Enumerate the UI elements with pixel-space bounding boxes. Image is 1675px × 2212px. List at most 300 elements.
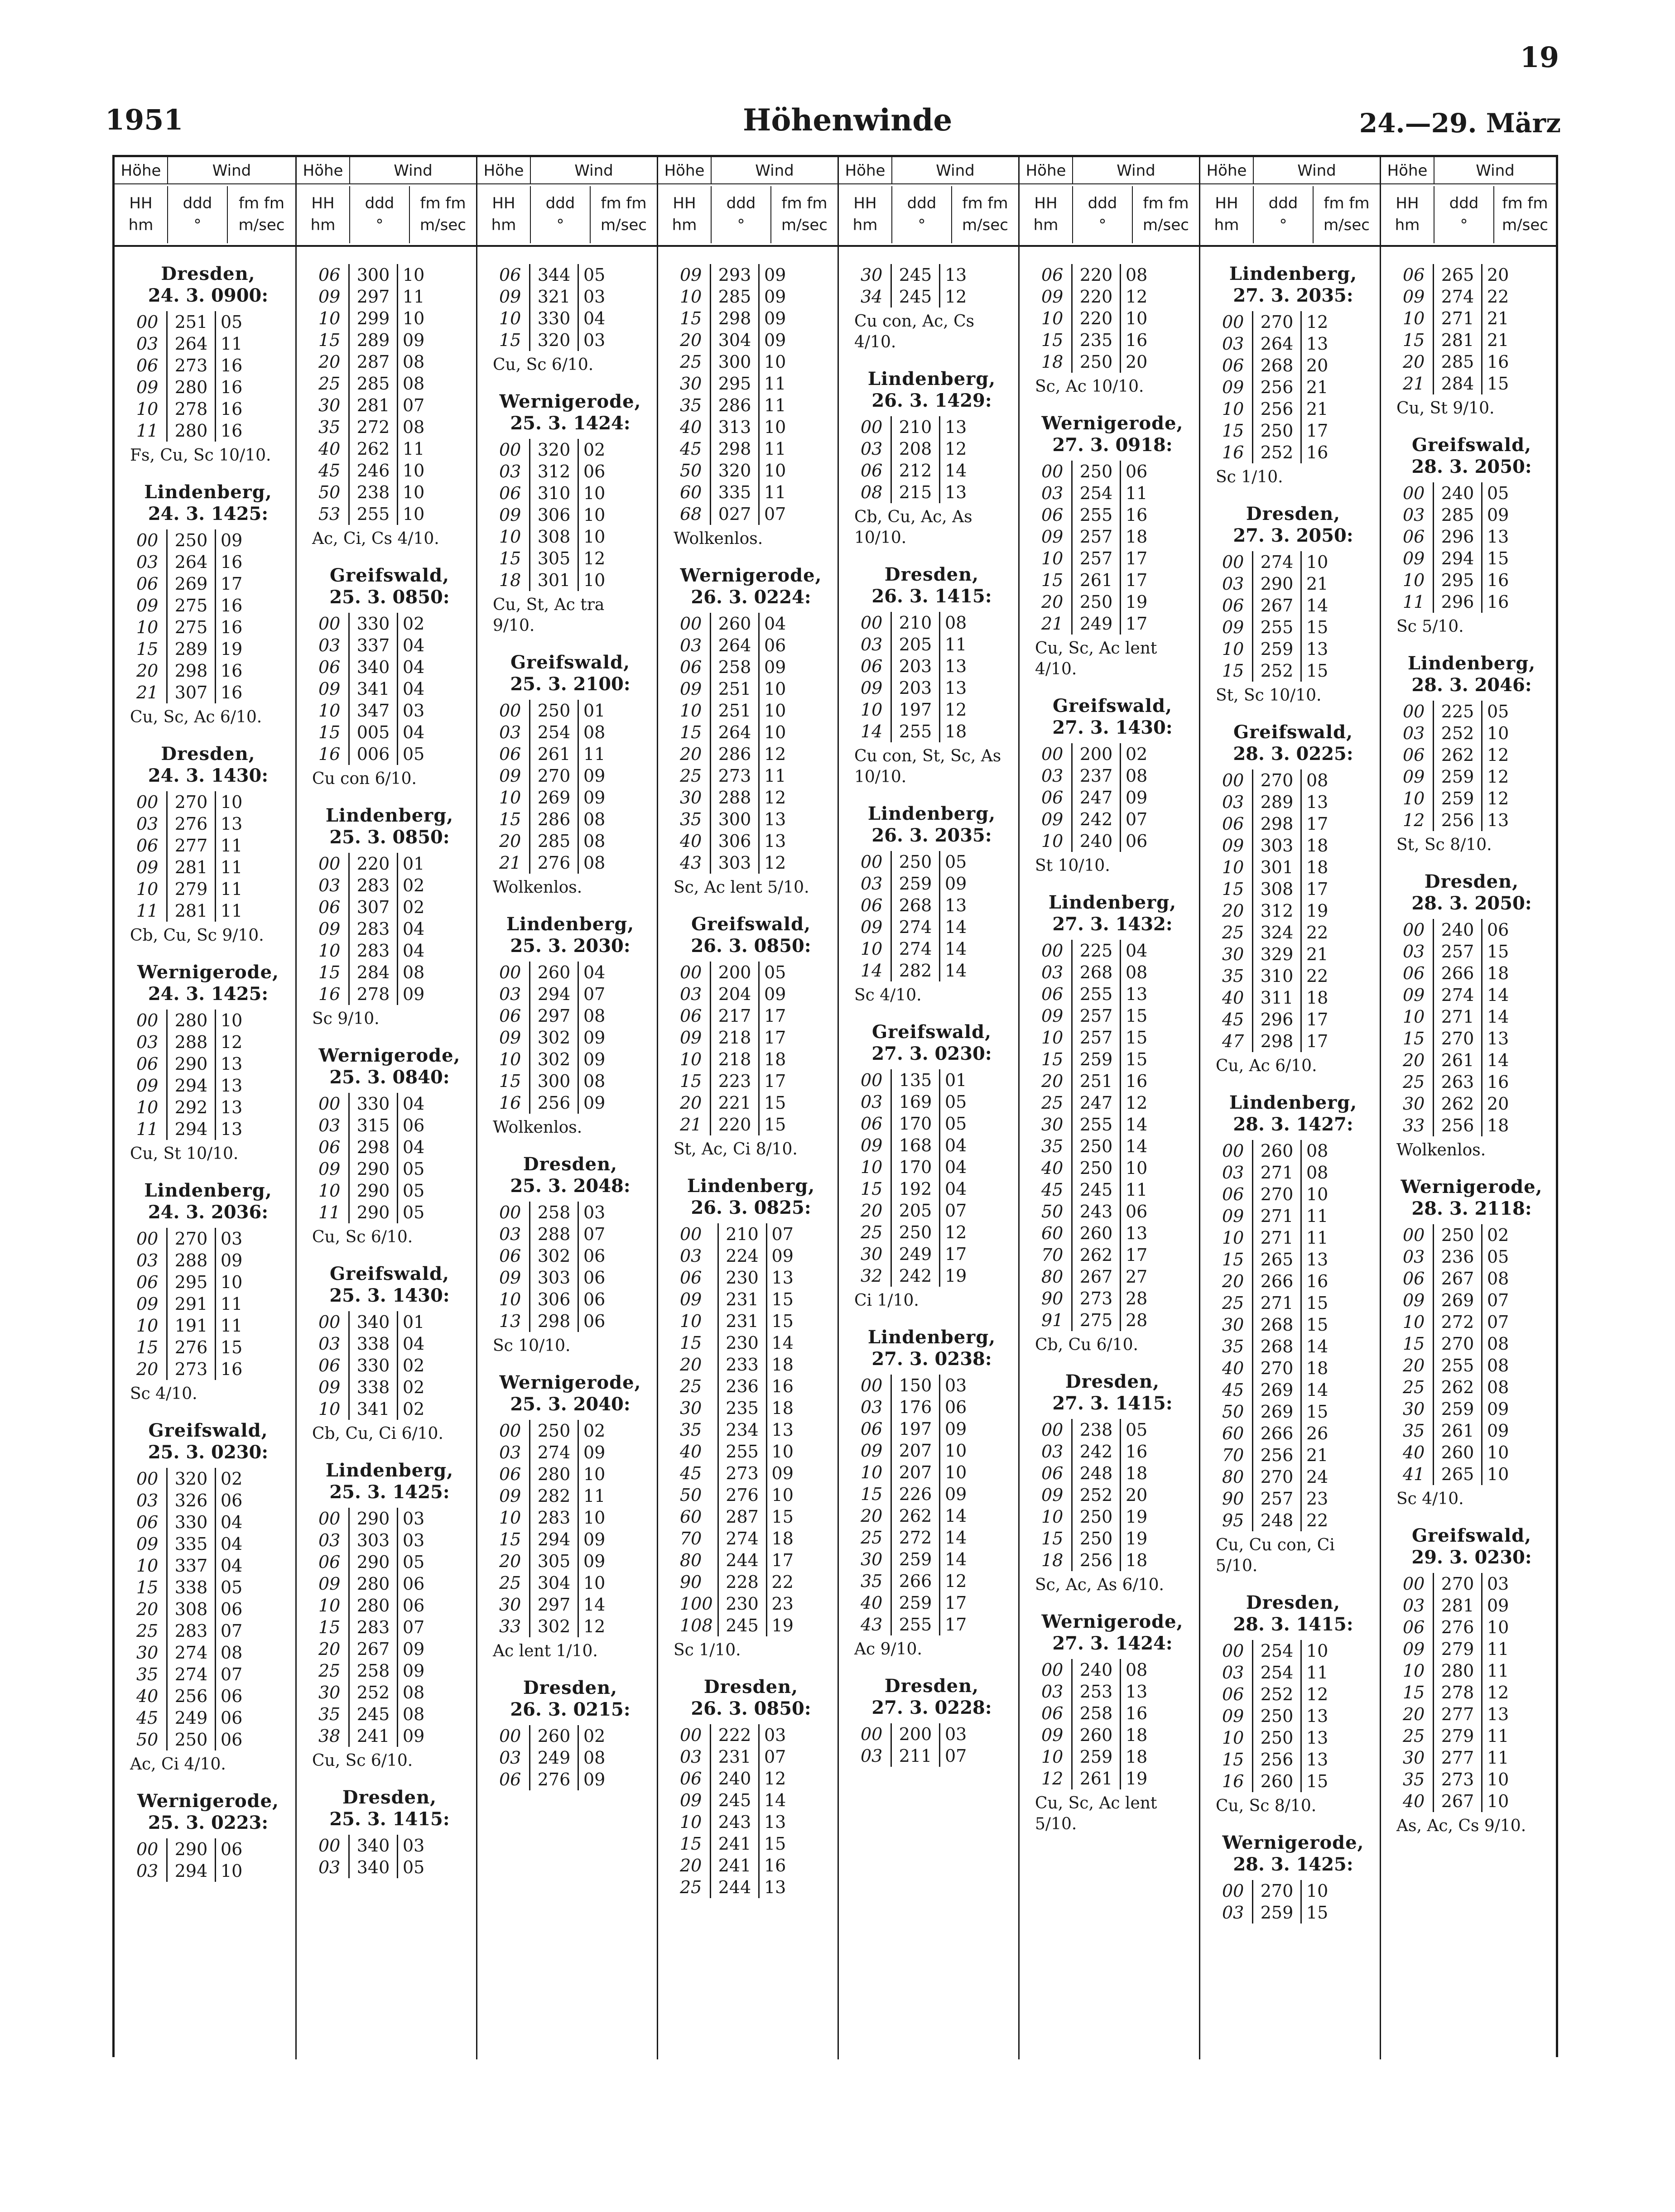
table-row — [1398, 264, 1520, 286]
speed-cell: 13 — [1306, 792, 1328, 812]
table-row — [856, 699, 977, 721]
speed-cell: 04 — [403, 635, 425, 655]
cloud-note: Wolkenlos. — [674, 529, 763, 548]
station-time: 26. 3. 0825: — [691, 1197, 811, 1218]
height-cell: 15 — [1041, 1529, 1064, 1548]
direction-cell: 271 — [1434, 308, 1482, 329]
direction-cell: 290 — [349, 1158, 398, 1180]
height-cell: 09 — [1403, 1290, 1425, 1310]
height-cell: 108 — [680, 1616, 713, 1635]
table-row — [1037, 940, 1158, 962]
speed-cell: 17 — [1306, 814, 1328, 834]
table-row — [1398, 941, 1520, 962]
table-row — [1037, 1005, 1158, 1027]
direction-cell: 285 — [711, 286, 759, 308]
speed-cell: 10 — [583, 1464, 606, 1484]
height-cell: 00 — [1403, 920, 1425, 940]
speed-cell: 04 — [403, 1334, 425, 1354]
table-row — [675, 373, 797, 394]
direction-cell: 261 — [1434, 1049, 1482, 1071]
speed-cell: 20 — [1487, 265, 1509, 285]
direction-cell: 265 — [1434, 264, 1482, 286]
speed-cell: 06 — [945, 1397, 967, 1417]
height-cell: 06 — [136, 1512, 159, 1532]
table-row — [1398, 722, 1520, 744]
table-row — [132, 791, 253, 813]
direction-cell: 244 — [718, 1549, 766, 1571]
direction-cell: 294 — [167, 1860, 216, 1882]
table-row — [675, 1332, 804, 1354]
station-block — [671, 1175, 831, 1661]
height-cell: 20 — [499, 1551, 521, 1571]
table-row — [132, 1468, 253, 1490]
table-row — [1398, 919, 1520, 941]
height-cell: 33 — [499, 1616, 521, 1636]
height-cell: 20 — [680, 1355, 702, 1375]
direction-cell: 275 — [1072, 1309, 1121, 1331]
station-time: 25. 3. 2030: — [510, 935, 631, 957]
height-cell: 03 — [318, 1334, 341, 1354]
column-header — [1381, 157, 1556, 247]
height-cell: 50 — [680, 1485, 702, 1505]
table-row — [1218, 965, 1339, 987]
station-block — [127, 1790, 289, 1882]
height-cell: 03 — [1041, 766, 1064, 786]
table-row — [314, 853, 435, 875]
height-cell: 00 — [1403, 1574, 1425, 1594]
header-wind: Wind — [1254, 157, 1380, 184]
direction-cell: 261 — [1072, 1768, 1121, 1789]
height-cell: 10 — [1222, 1728, 1244, 1748]
table-row — [132, 1228, 253, 1250]
height-cell: 25 — [680, 1877, 702, 1897]
header-hoehe: Höhe — [1381, 157, 1434, 184]
direction-cell: 270 — [1434, 1333, 1482, 1355]
direction-cell: 274 — [891, 916, 940, 938]
table-row — [856, 655, 977, 677]
observation-table — [856, 1069, 977, 1287]
table-row — [856, 1091, 977, 1113]
speed-cell: 15 — [1126, 1006, 1148, 1026]
direction-cell: 337 — [349, 635, 398, 656]
height-cell: 53 — [318, 504, 341, 524]
station-time: 27. 3. 0228: — [871, 1697, 992, 1718]
table-row — [132, 1664, 253, 1685]
direction-cell: 210 — [891, 416, 940, 438]
table-row — [1218, 1183, 1339, 1205]
station-block — [490, 1677, 650, 1790]
direction-cell: 281 — [1434, 329, 1482, 351]
cloud-note: Ac 9/10. — [854, 1640, 922, 1659]
height-cell: 40 — [1222, 988, 1244, 1008]
direction-cell: 280 — [1434, 1660, 1482, 1682]
direction-cell: 278 — [167, 398, 216, 420]
speed-cell: 05 — [1487, 483, 1509, 503]
speed-cell: 10 — [221, 1861, 243, 1881]
observation-table — [132, 791, 253, 922]
direction-cell: 276 — [530, 852, 578, 874]
cloud-note: Wolkenlos. — [493, 878, 582, 897]
table-row — [314, 1703, 435, 1725]
direction-cell: 220 — [1072, 308, 1121, 329]
speed-cell: 10 — [1487, 1770, 1509, 1789]
speed-cell: 09 — [583, 1049, 606, 1069]
table-row — [856, 416, 977, 438]
direction-cell: 290 — [349, 1508, 398, 1529]
speed-cell: 10 — [403, 461, 425, 481]
height-cell: 45 — [1222, 1380, 1244, 1400]
table-column — [1018, 157, 1199, 2059]
speed-cell: 10 — [764, 679, 786, 699]
speed-cell: 09 — [764, 265, 786, 285]
table-row — [1398, 1420, 1520, 1442]
direction-cell: 290 — [167, 1838, 216, 1860]
height-cell: 43 — [861, 1615, 883, 1635]
speed-cell: 10 — [1306, 1184, 1328, 1204]
speed-cell: 12 — [583, 548, 606, 568]
table-row — [495, 548, 616, 569]
cloud-note: Sc, Ac lent 5/10. — [674, 878, 809, 897]
direction-cell: 312 — [530, 461, 578, 482]
height-cell: 03 — [1041, 483, 1064, 503]
height-cell: 15 — [1222, 1750, 1244, 1770]
table-row — [1218, 1030, 1339, 1052]
direction-cell: 245 — [711, 1789, 759, 1811]
direction-cell: 266 — [891, 1570, 940, 1592]
speed-cell: 18 — [1487, 1116, 1509, 1135]
height-cell: 15 — [861, 1179, 883, 1199]
table-row — [1398, 1268, 1520, 1289]
table-row — [132, 1729, 253, 1750]
direction-cell: 204 — [711, 983, 759, 1005]
table-row — [314, 1136, 435, 1158]
observation-table — [675, 613, 797, 874]
height-cell: 00 — [1222, 770, 1244, 790]
height-cell: 10 — [1041, 308, 1064, 328]
height-cell: 00 — [680, 614, 702, 634]
table-row — [856, 677, 977, 699]
speed-cell: 08 — [1487, 1356, 1509, 1375]
station-name: Greifswald, — [329, 1263, 450, 1284]
speed-cell: 22 — [1487, 287, 1509, 307]
height-cell: 06 — [680, 657, 702, 677]
height-cell: 38 — [318, 1726, 341, 1746]
table-row — [856, 1375, 977, 1396]
direction-cell: 262 — [1434, 1093, 1482, 1115]
height-cell: 00 — [136, 792, 159, 812]
height-cell: 09 — [1222, 1706, 1244, 1726]
direction-cell: 326 — [167, 1490, 216, 1511]
height-cell: 09 — [1041, 1006, 1064, 1026]
height-cell: 06 — [318, 265, 341, 285]
speed-cell: 12 — [764, 788, 786, 808]
direction-cell: 256 — [530, 1092, 578, 1114]
table-row — [856, 1527, 977, 1548]
direction-cell: 275 — [167, 616, 216, 638]
table-row — [1398, 351, 1520, 373]
height-cell: 09 — [1041, 527, 1064, 547]
speed-cell: 10 — [583, 505, 606, 525]
station-name: Lindenberg, — [867, 803, 996, 824]
direction-cell: 276 — [1434, 1616, 1482, 1638]
height-cell: 21 — [499, 853, 521, 873]
table-row — [495, 1420, 616, 1442]
station-name: Lindenberg, — [1229, 1092, 1357, 1113]
speed-cell: 07 — [221, 1621, 243, 1641]
table-row — [495, 482, 616, 504]
height-cell: 03 — [499, 722, 521, 742]
cloud-note: Ci 1/10. — [854, 1291, 919, 1310]
height-cell: 06 — [1403, 527, 1425, 547]
direction-cell: 289 — [349, 329, 398, 351]
speed-cell: 14 — [583, 1595, 606, 1615]
direction-cell: 210 — [891, 612, 940, 634]
station-block — [671, 914, 831, 1160]
station-name: Dresden, — [161, 263, 255, 284]
table-row — [675, 1375, 804, 1397]
cloud-note: Cu, Cu con, Ci 5/10. — [1216, 1536, 1335, 1575]
height-cell: 70 — [1222, 1445, 1244, 1465]
table-row — [675, 656, 797, 678]
table-row — [1218, 813, 1339, 835]
direction-cell: 256 — [1434, 809, 1482, 831]
direction-cell: 250 — [167, 1729, 216, 1750]
speed-cell: 07 — [764, 1747, 786, 1767]
height-cell: 25 — [680, 1376, 702, 1396]
speed-cell: 10 — [583, 570, 606, 590]
speed-cell: 13 — [764, 831, 786, 851]
table-row — [1398, 1355, 1520, 1376]
speed-cell: 14 — [771, 1333, 794, 1353]
speed-cell: 15 — [1126, 1049, 1148, 1069]
station-block — [852, 264, 1012, 353]
direction-cell: 330 — [349, 1355, 398, 1376]
direction-cell: 210 — [718, 1223, 766, 1245]
table-row — [132, 856, 253, 878]
station-time: 25. 3. 0230: — [148, 1442, 269, 1463]
direction-cell: 260 — [530, 1725, 578, 1747]
table-row — [675, 1593, 804, 1615]
height-cell: 15 — [1403, 330, 1425, 350]
speed-cell: 13 — [1126, 1682, 1148, 1702]
header-wind: Wind — [1073, 157, 1199, 184]
speed-cell: 19 — [1126, 1529, 1148, 1548]
height-cell: 45 — [1222, 1010, 1244, 1029]
speed-cell: 03 — [403, 1836, 425, 1856]
height-cell: 10 — [136, 1556, 159, 1576]
speed-cell: 21 — [1306, 399, 1328, 419]
direction-cell: 240 — [1072, 830, 1121, 852]
direction-cell: 248 — [1072, 1462, 1121, 1484]
direction-cell: 242 — [891, 1265, 940, 1287]
speed-cell: 02 — [1126, 744, 1148, 764]
height-cell: 00 — [1041, 941, 1064, 961]
speed-cell: 10 — [403, 265, 425, 285]
speed-cell: 17 — [1306, 879, 1328, 899]
table-row — [314, 1856, 435, 1878]
height-cell: 03 — [1403, 723, 1425, 743]
station-block — [1213, 263, 1373, 488]
direction-cell: 262 — [1434, 744, 1482, 766]
station-time: 26. 3. 1429: — [871, 390, 992, 411]
direction-cell: 330 — [349, 1093, 398, 1115]
direction-cell: 267 — [349, 1638, 398, 1660]
station-block — [1213, 1832, 1373, 1923]
direction-cell: 269 — [530, 787, 578, 808]
height-cell: 15 — [1222, 421, 1244, 441]
table-row — [1218, 1292, 1339, 1314]
table-row — [1218, 1662, 1339, 1683]
speed-cell: 04 — [583, 308, 606, 328]
direction-cell: 330 — [530, 308, 578, 329]
observation-table — [495, 1420, 616, 1637]
direction-cell: 306 — [530, 504, 578, 526]
direction-cell: 283 — [349, 918, 398, 940]
height-cell: 10 — [1403, 1661, 1425, 1681]
table-row — [314, 700, 435, 721]
table-row — [314, 481, 435, 503]
cloud-note: Sc 5/10. — [1396, 617, 1464, 636]
height-cell: 00 — [318, 1509, 341, 1529]
table-row — [856, 1723, 977, 1745]
header-hoehe: Höhe — [1020, 157, 1073, 184]
station-name: Lindenberg, — [1048, 892, 1177, 913]
speed-cell: 06 — [403, 1574, 425, 1594]
height-cell: 34 — [861, 287, 883, 307]
speed-cell: 03 — [583, 1202, 606, 1222]
table-row — [675, 1724, 797, 1746]
direction-cell: 330 — [167, 1511, 216, 1533]
direction-cell: 259 — [891, 1592, 940, 1614]
height-cell: 06 — [1403, 745, 1425, 765]
table-row — [675, 787, 797, 808]
table-row — [1398, 504, 1520, 526]
direction-cell: 340 — [349, 1856, 398, 1878]
table-row — [1218, 900, 1339, 922]
table-row — [495, 1048, 616, 1070]
speed-cell: 11 — [403, 439, 425, 459]
height-cell: 10 — [1403, 308, 1425, 328]
direction-cell: 252 — [349, 1682, 398, 1703]
direction-cell: 274 — [167, 1642, 216, 1664]
direction-cell: 338 — [349, 1376, 398, 1398]
table-row — [1037, 1222, 1158, 1244]
height-cell: 10 — [680, 1049, 702, 1069]
station-block — [490, 391, 650, 636]
direction-cell: 270 — [1253, 1357, 1301, 1379]
direction-cell: 250 — [1072, 461, 1121, 482]
height-cell: 20 — [861, 1506, 883, 1526]
speed-cell: 19 — [1126, 1507, 1148, 1527]
speed-cell: 11 — [221, 836, 243, 856]
height-cell: 11 — [318, 1202, 341, 1222]
station-name: Dresden, — [1246, 1592, 1341, 1613]
table-row — [1218, 660, 1339, 682]
direction-cell: 255 — [718, 1441, 766, 1462]
direction-cell: 231 — [711, 1746, 759, 1768]
speed-cell: 13 — [221, 1076, 243, 1096]
height-cell: 09 — [1041, 1485, 1064, 1505]
table-row — [856, 286, 977, 308]
header-wind: Wind — [350, 157, 476, 184]
direction-cell: 295 — [1434, 569, 1482, 591]
direction-cell: 277 — [1434, 1747, 1482, 1769]
direction-cell: 298 — [711, 308, 759, 329]
direction-cell: 288 — [167, 1250, 216, 1271]
table-row — [1398, 373, 1520, 394]
height-cell: 10 — [499, 308, 521, 328]
height-cell: 06 — [1222, 596, 1244, 616]
speed-cell: 03 — [945, 1724, 967, 1744]
table-row — [314, 635, 435, 656]
direction-cell: 256 — [1253, 1749, 1301, 1770]
speed-cell: 06 — [1487, 920, 1509, 940]
table-row — [1398, 1769, 1520, 1790]
cloud-note: Cu, Sc, Ac 6/10. — [130, 708, 262, 726]
height-cell: 00 — [1222, 552, 1244, 572]
station-block — [671, 264, 831, 549]
height-cell: 15 — [318, 722, 341, 742]
station-name: Dresden, — [523, 1677, 618, 1698]
table-row — [1398, 569, 1520, 591]
height-cell: 16 — [499, 1093, 521, 1113]
speed-cell: 12 — [1126, 1093, 1148, 1113]
table-row — [132, 616, 253, 638]
direction-cell: 280 — [167, 1010, 216, 1031]
speed-cell: 17 — [1306, 421, 1328, 441]
cloud-note: Wolkenlos. — [1396, 1141, 1486, 1159]
speed-cell: 26 — [1306, 1423, 1328, 1443]
speed-cell: 10 — [1487, 1464, 1509, 1484]
station-time: 25. 3. 2048: — [510, 1175, 631, 1197]
observation-table — [856, 264, 977, 308]
direction-cell: 280 — [167, 376, 216, 398]
speed-cell: 12 — [764, 1769, 786, 1789]
table-row — [495, 1725, 616, 1747]
speed-cell: 05 — [403, 1202, 425, 1222]
table-row — [1398, 1747, 1520, 1769]
cloud-note: Sc 1/10. — [1216, 468, 1283, 486]
station-block — [852, 1327, 1012, 1660]
speed-cell: 17 — [945, 1593, 967, 1613]
height-cell: 06 — [499, 1246, 521, 1266]
height-cell: 15 — [1222, 661, 1244, 681]
direction-cell: 338 — [349, 1333, 398, 1355]
height-cell: 03 — [136, 814, 159, 834]
table-row — [675, 1811, 797, 1833]
direction-cell: 273 — [1434, 1769, 1482, 1790]
height-cell: 06 — [499, 1770, 521, 1789]
table-row — [314, 1638, 435, 1660]
station-name: Wernigerode, — [137, 962, 279, 983]
speed-cell: 10 — [1487, 723, 1509, 743]
height-cell: 20 — [861, 1201, 883, 1221]
observation-table — [1398, 919, 1520, 1136]
speed-cell: 09 — [1487, 1596, 1509, 1616]
speed-cell: 17 — [945, 1244, 967, 1264]
speed-cell: 04 — [945, 1135, 967, 1155]
speed-cell: 09 — [771, 1246, 794, 1266]
speed-cell: 04 — [403, 941, 425, 961]
table-row — [314, 1551, 435, 1573]
station-block — [127, 481, 289, 728]
speed-cell: 11 — [945, 635, 967, 654]
speed-cell: 17 — [771, 1550, 794, 1570]
height-cell: 06 — [1403, 265, 1425, 285]
direction-cell: 250 — [1072, 1528, 1121, 1549]
direction-cell: 259 — [1072, 1746, 1121, 1768]
direction-cell: 335 — [167, 1533, 216, 1555]
